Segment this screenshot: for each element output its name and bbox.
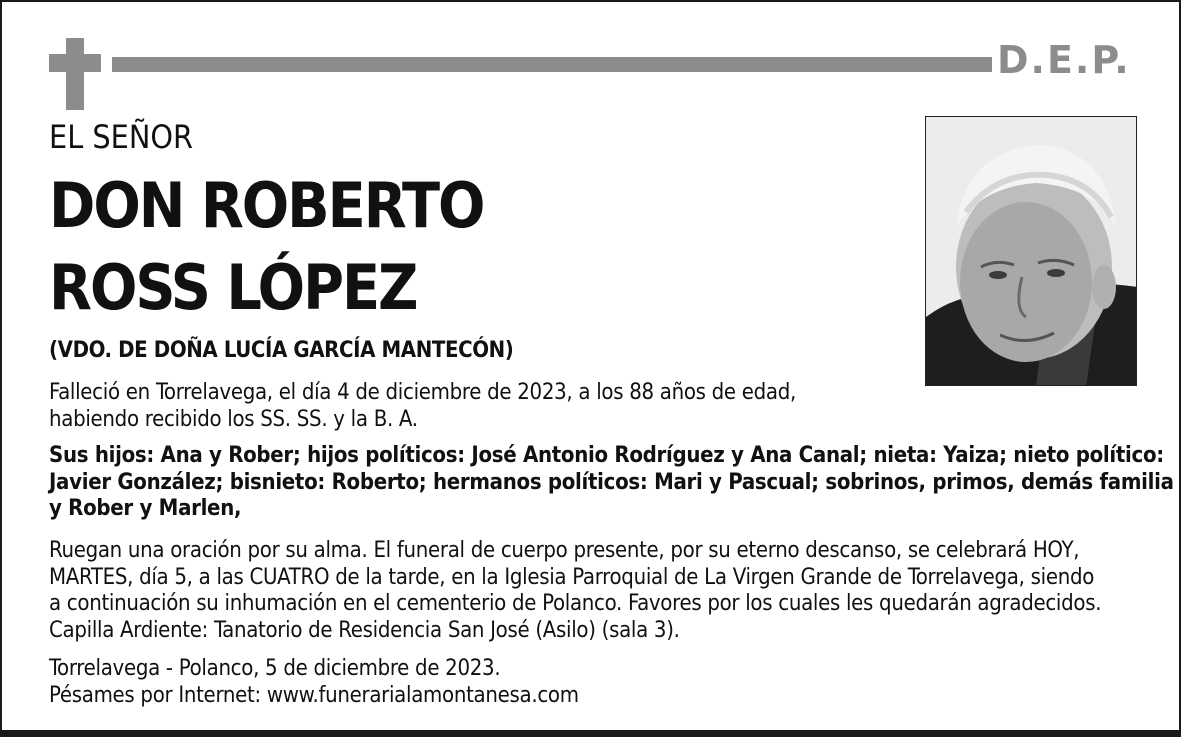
text-line: y Rober y Marlen,: [49, 496, 242, 521]
footer: [49, 656, 849, 709]
cross-vertical-bar: [66, 38, 84, 110]
portrait-illustration: [926, 117, 1137, 386]
funeral-details: [49, 538, 1159, 644]
text-line: Javier González; bisnieto: Roberto; hermanos políticos: Mari y Pascual; sobrinos, primos, demás familia: [49, 469, 1174, 495]
text-line: MARTES, día 5, a las CUATRO de la tarde, en la Iglesia Parroquial de La Virgen Grande de Torrelavega, siendo: [49, 564, 1095, 590]
portrait-photo: [925, 116, 1137, 386]
dep-label: D.E.P.: [997, 38, 1131, 82]
text-line: Ruegan una oración por su alma. El funeral de cuerpo presente, por su eterno descanso, se celebrará HOY,: [49, 538, 1080, 563]
text-line: Capilla Ardiente: Tanatorio de Residencia San José (Asilo) (sala 3).: [49, 617, 680, 643]
text-line: habiendo recibido los SS. SS. y la B. A.: [49, 406, 418, 432]
header-rule: [112, 57, 992, 72]
family-list: [49, 443, 1174, 523]
text-line: Sus hijos: Ana y Rober; hijos políticos: José Antonio Rodríguez y Ana Canal; nieta: Yaiza; nieto político:: [49, 443, 1164, 468]
deceased-name-line-1: DON ROBERTO: [49, 169, 484, 242]
honorific: EL SEÑOR: [49, 118, 194, 156]
widower-of: (VDO. DE DOÑA LUCÍA GARCÍA MANTECÓN): [49, 338, 514, 363]
text-line: Falleció en Torrelavega, el día 4 de diciembre de 2023, a los 88 años de edad,: [49, 380, 797, 405]
condolences-website: Pésames por Internet: www.funerarialamontanesa.com: [49, 682, 579, 708]
deceased-name-line-2: ROSS LÓPEZ: [49, 251, 417, 324]
place-date: Torrelavega - Polanco, 5 de diciembre de 2023.: [49, 656, 501, 681]
death-notice: [49, 380, 849, 433]
text-line: a continuación su inhumación en el cementerio de Polanco. Favores por los cuales les quedarán agradecidos.: [49, 591, 1102, 616]
cross-horizontal-bar: [49, 54, 101, 72]
